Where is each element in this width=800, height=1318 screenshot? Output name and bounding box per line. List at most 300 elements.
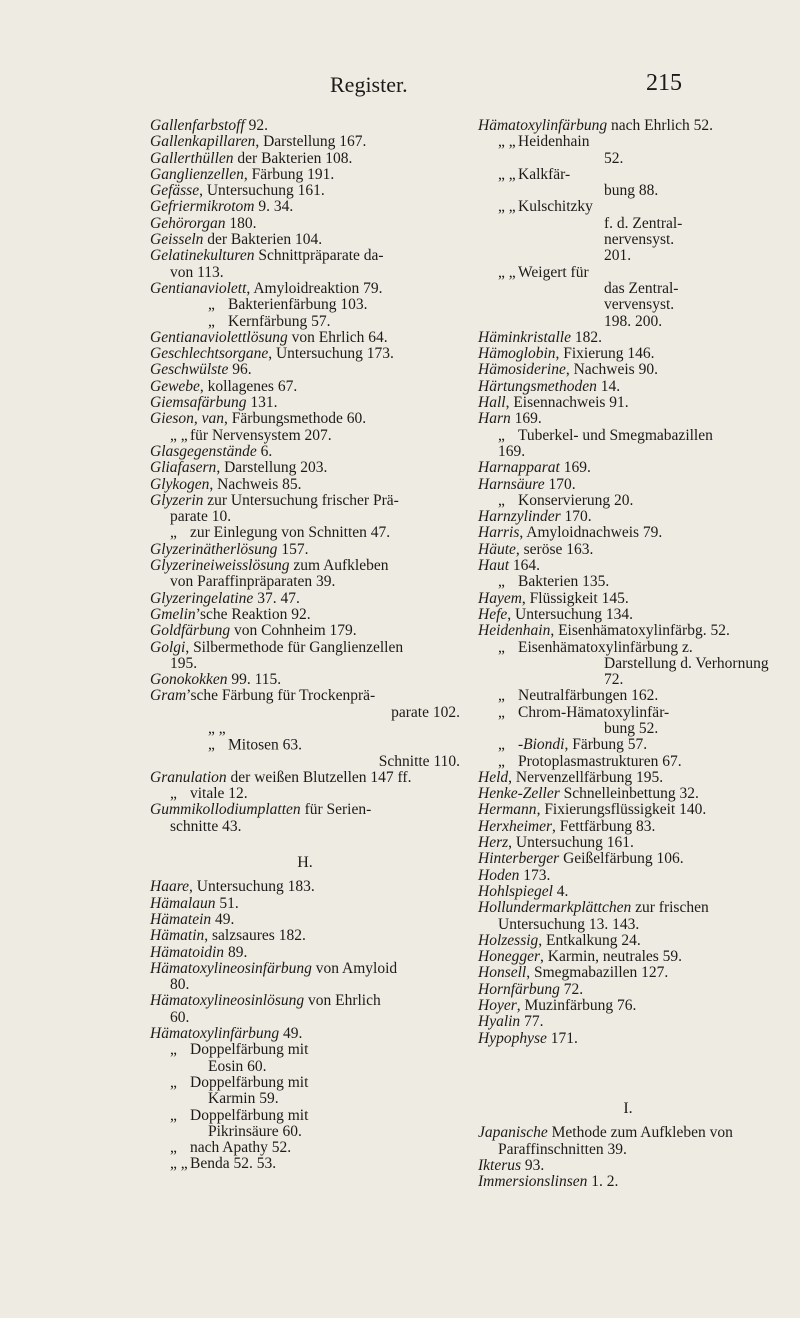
index-locator: , Eisennachweis 91. <box>505 394 629 412</box>
ditto-mark: „ <box>208 296 215 314</box>
index-lemma: Hollundermarkplättchen <box>478 899 632 917</box>
index-entry <box>150 477 460 493</box>
index-entry <box>150 232 460 248</box>
ditto-mark: „ <box>170 785 177 803</box>
index-locator: 170. <box>560 508 592 526</box>
index-locator: Doppelfärbung mit <box>190 1041 309 1059</box>
index-group-h <box>150 879 460 1172</box>
index-entry <box>150 786 460 802</box>
index-lemma: Immersionslinsen <box>478 1173 588 1191</box>
index-lemma: Haare <box>150 878 190 896</box>
index-lemma: Hypophyse <box>478 1029 547 1047</box>
index-lemma: Gefriermikrotom <box>150 198 255 216</box>
index-lemma: Glykogen <box>150 475 210 493</box>
index-entry <box>478 346 778 362</box>
index-lemma: Hämatoxylineosinlösung <box>150 992 305 1010</box>
index-locator: zur Einlegung von Schnitten 47. <box>190 524 391 542</box>
index-entry <box>150 167 460 183</box>
ditto-mark: „ <box>498 703 505 721</box>
index-entry <box>150 688 460 704</box>
index-lemma: Harn <box>478 410 511 428</box>
index-lemma: Härtungsmethoden <box>478 377 597 395</box>
index-entry <box>150 346 460 362</box>
index-locator: , Untersuchung 173. <box>268 345 394 363</box>
index-entry-continuation: Paraffinschnitten 39. <box>498 1140 627 1158</box>
index-locator: Doppelfärbung mit <box>190 1106 309 1124</box>
index-entry <box>478 786 778 802</box>
ditto-mark: „ <box>498 687 505 705</box>
page-number: 215 <box>646 70 682 96</box>
ditto-mark: „ <box>170 1139 177 1157</box>
index-lemma: Harris <box>478 524 520 542</box>
running-head: Register. <box>330 72 408 97</box>
index-lemma: Gieson, van <box>150 410 225 428</box>
index-locator: , Smegmabazillen 127. <box>526 964 669 982</box>
index-entry <box>150 493 460 509</box>
index-locator: , Untersuchung 161. <box>508 834 634 852</box>
index-entry <box>150 1026 460 1042</box>
index-entry-continuation: 80. <box>170 976 190 994</box>
index-locator: , Fixierung 146. <box>555 345 655 363</box>
ditto-mark: „ <box>498 736 505 754</box>
index-entry <box>478 118 778 134</box>
index-entry <box>478 411 778 427</box>
index-entry <box>150 1075 460 1091</box>
index-column-right <box>478 118 778 1190</box>
index-lemma: Gentianaviolett <box>150 279 247 297</box>
index-locator: Mitosen 63. <box>228 736 303 754</box>
index-entry <box>478 770 778 786</box>
index-locator: Weigert für <box>518 263 589 281</box>
index-locator: der weißen Blutzellen 147 ff. <box>226 768 412 786</box>
index-lemma: Gummikollodiumplatten <box>150 801 301 819</box>
index-locator: , Muzinfärbung 76. <box>516 997 637 1015</box>
index-entry <box>478 1158 778 1174</box>
index-entry <box>478 802 778 818</box>
index-group-i <box>478 1125 778 1190</box>
index-locator: der Bakterien 108. <box>233 149 353 167</box>
index-locator: Schnelleinbettung 32. <box>559 785 699 803</box>
index-locator: , Färbungsmethode 60. <box>224 410 367 428</box>
index-lemma: Haut <box>478 557 509 575</box>
index-locator: Doppelfärbung mit <box>190 1073 309 1091</box>
index-locator: Kalkfär- <box>518 165 571 183</box>
index-entry <box>478 1125 778 1141</box>
index-entry <box>478 574 778 590</box>
index-lemma: Gallenfarbstoff <box>150 117 245 134</box>
index-locator: 77. <box>520 1013 544 1031</box>
index-lemma: Gallerthüllen <box>150 149 234 167</box>
index-lemma: Glyzerineiweisslösung <box>150 557 290 575</box>
index-entry <box>478 199 778 215</box>
index-entry <box>478 965 778 981</box>
index-entry <box>150 134 460 150</box>
index-locator: für Nervensystem 207. <box>190 426 332 444</box>
ditto-mark: „ „ <box>170 1155 188 1173</box>
index-locator: Schnittpräparate da- <box>254 247 384 265</box>
index-locator: , Fettfärbung 83. <box>552 817 656 835</box>
index-lemma: Herz <box>478 834 509 852</box>
index-lemma: Harnzylinder <box>478 508 561 526</box>
index-entry <box>150 912 460 928</box>
index-entry <box>150 542 460 558</box>
index-entry <box>478 851 778 867</box>
index-locator: zum Aufkleben <box>289 557 389 575</box>
ditto-mark: „ <box>170 524 177 542</box>
index-locator: zur frischen <box>631 899 709 917</box>
index-entry <box>478 558 778 574</box>
index-entry <box>478 460 778 476</box>
index-locator: nach Ehrlich 52. <box>607 117 714 134</box>
index-entry-continuation: 195. <box>170 654 198 672</box>
index-entry <box>150 248 460 264</box>
index-entry <box>478 591 778 607</box>
index-entry <box>150 1042 460 1058</box>
index-entry <box>478 754 778 770</box>
index-locator: 157. <box>277 540 309 558</box>
ditto-mark: „ <box>498 426 505 444</box>
index-entry <box>478 949 778 965</box>
index-entry <box>150 961 460 977</box>
index-entry-continuation: Pikrinsäure 60. <box>208 1122 302 1140</box>
ditto-mark: „ „ „ <box>208 719 226 754</box>
index-locator: 4. <box>552 882 569 900</box>
index-locator: Bakterien 135. <box>518 573 610 591</box>
index-locator: 9. 34. <box>254 198 294 216</box>
index-entry-continuation: das Zentral- <box>604 279 679 297</box>
index-entry-continuation: Karmin 59. <box>208 1090 279 1108</box>
index-entry <box>478 1014 778 1030</box>
index-locator: Chrom-Hämatoxylinfär- <box>518 703 670 721</box>
index-locator: , Flüssigkeit 145. <box>521 589 629 607</box>
index-lemma: Hoden <box>478 866 520 884</box>
index-entry-continuation: parate 10. <box>170 508 232 526</box>
index-lemma: Gefässe <box>150 182 200 200</box>
index-entry-continuation: vervensyst. <box>604 296 675 314</box>
index-entry-continuation: Darstellung d. Verhornung <box>604 654 769 672</box>
index-entry <box>150 199 460 215</box>
index-locator: , Karmin, neutrales 59. <box>540 948 683 966</box>
index-group-h-continued <box>478 118 778 1047</box>
page-header <box>0 72 800 102</box>
index-entry <box>150 721 460 754</box>
index-entry <box>478 362 778 378</box>
index-locator: , Amyloidnachweis 79. <box>519 524 663 542</box>
index-locator: 173. <box>519 866 551 884</box>
index-locator: , kollagenes 67. <box>199 377 298 395</box>
index-entry <box>478 737 778 753</box>
index-locator: , Nachweis 90. <box>565 361 658 379</box>
index-entry <box>478 395 778 411</box>
index-entry <box>478 607 778 623</box>
index-locator: Tuberkel- und Smegmabazillen <box>518 426 713 444</box>
index-locator: 14. <box>596 377 621 395</box>
index-locator: zur Untersuchung frischer Prä- <box>203 491 399 509</box>
index-locator: 170. <box>544 475 576 493</box>
index-entry <box>150 379 460 395</box>
index-entry <box>150 607 460 623</box>
index-entry <box>150 1108 460 1124</box>
index-locator: , Darstellung 167. <box>255 133 367 151</box>
index-locator: , Entkalkung 24. <box>538 931 641 949</box>
index-lemma: Geisseln <box>150 231 204 249</box>
index-lemma: Gram <box>150 687 187 705</box>
index-lemma: Ikterus <box>478 1156 522 1174</box>
index-locator: , Eisenhämatoxylinfärbg. 52. <box>550 622 730 640</box>
index-entry-continuation: 198. 200. <box>604 312 663 330</box>
index-locator: Bakterienfärbung 103. <box>228 296 368 314</box>
index-locator: von Ehrlich <box>304 992 381 1010</box>
index-lemma: Hinterberger <box>478 850 560 868</box>
index-entry <box>150 945 460 961</box>
index-locator: Kulschitzky <box>518 198 593 216</box>
index-lemma: Giemsafärbung <box>150 394 247 412</box>
index-entry-continuation: Eosin 60. <box>208 1057 267 1075</box>
index-locator: 92. <box>244 117 268 134</box>
index-locator: 131. <box>246 394 278 412</box>
index-entry <box>150 640 460 656</box>
index-locator: für Serien- <box>300 801 372 819</box>
index-entry <box>478 819 778 835</box>
section-letter-h: H. <box>297 854 313 872</box>
index-entry-continuation: von 113. <box>170 263 224 281</box>
index-entry <box>478 900 778 916</box>
index-entry <box>150 444 460 460</box>
index-entry-continuation: 201. <box>604 247 632 265</box>
index-lemma: Hämatin <box>150 927 205 945</box>
index-entry-continuation: parate 102. <box>391 703 460 721</box>
index-entry <box>150 928 460 944</box>
ditto-mark: „ <box>498 491 505 509</box>
index-entry-continuation: 72. <box>604 671 624 689</box>
index-locator: , Nachweis 85. <box>209 475 302 493</box>
index-lemma: Hämalaun <box>150 894 216 912</box>
index-locator: von Cohnheim 179. <box>230 622 357 640</box>
ditto-mark: „ „ <box>498 133 516 151</box>
index-entry <box>478 884 778 900</box>
index-locator: 169. <box>559 459 591 477</box>
index-lemma: Goldfärbung <box>150 622 231 640</box>
index-entry <box>150 411 460 427</box>
index-entry <box>478 428 778 444</box>
index-lemma: Gonokokken <box>150 671 228 689</box>
index-lemma: Hämatoxylinfärbung <box>478 117 608 134</box>
index-locator: nach Apathy 52. <box>190 1139 292 1157</box>
index-entry <box>150 151 460 167</box>
index-lemma: Ganglienzellen <box>150 165 244 183</box>
index-entry <box>478 1174 778 1190</box>
index-lemma: Hämosiderine <box>478 361 566 379</box>
index-entry <box>150 1156 460 1172</box>
index-lemma: Häute <box>478 540 516 558</box>
index-column-left <box>150 118 460 1173</box>
index-lemma: Hämatein <box>150 910 212 928</box>
index-locator: Benda 52. 53. <box>190 1155 277 1173</box>
index-entry <box>150 460 460 476</box>
ditto-mark: „ <box>170 1106 177 1124</box>
ditto-mark: „ „ <box>170 426 188 444</box>
index-entry <box>150 623 460 639</box>
index-entry-continuation: bung 52. <box>604 719 659 737</box>
index-locator: , Untersuchung 161. <box>199 182 325 200</box>
index-entry <box>150 802 460 818</box>
index-entry <box>478 998 778 1014</box>
index-lemma: Granulation <box>150 768 227 786</box>
index-entry <box>478 688 778 704</box>
index-entry <box>478 933 778 949</box>
index-lemma: Held <box>478 768 509 786</box>
index-lemma: Gelatinekulturen <box>150 247 255 265</box>
index-locator: 164. <box>509 557 540 575</box>
index-locator: , Amyloidreaktion 79. <box>246 279 383 297</box>
index-lemma: Gewebe <box>150 377 200 395</box>
index-locator: 6. <box>256 442 273 460</box>
index-entry-continuation: bung 88. <box>604 182 659 200</box>
index-entry <box>150 896 460 912</box>
ditto-mark: „ <box>170 1041 177 1059</box>
index-lemma: Japanische <box>478 1124 548 1142</box>
index-entry <box>150 558 460 574</box>
index-lemma: Hämoglobin <box>478 345 556 363</box>
index-locator: 51. <box>215 894 239 912</box>
index-locator: 169. <box>510 410 542 428</box>
index-entry <box>150 330 460 346</box>
index-lemma: Hohlspiegel <box>478 882 553 900</box>
index-entry <box>150 525 460 541</box>
section-letter-i: I. <box>623 1099 633 1117</box>
index-locator: 89. <box>224 943 248 961</box>
index-lemma: Golgi <box>150 638 186 656</box>
index-entry <box>478 640 778 656</box>
index-entry <box>150 281 460 297</box>
index-locator: vitale 12. <box>190 785 248 803</box>
index-entry <box>150 879 460 895</box>
index-locator: , Untersuchung 183. <box>189 878 315 896</box>
index-entry <box>478 835 778 851</box>
index-group-g <box>150 118 460 835</box>
index-lemma: Gliafasern <box>150 459 217 477</box>
index-entry <box>478 1031 778 1047</box>
index-lemma: Gmelin <box>150 605 196 623</box>
index-entry <box>150 216 460 232</box>
index-entry <box>150 1140 460 1156</box>
index-entry-continuation: Schnitte 110. <box>378 752 460 770</box>
index-locator: Konservierung 20. <box>518 491 634 509</box>
index-locator: , Färbung 57. <box>564 736 648 754</box>
index-locator: Kernfärbung 57. <box>228 312 331 330</box>
ditto-mark: „ <box>498 752 505 770</box>
index-entry <box>478 542 778 558</box>
index-entry-continuation: f. d. Zentral- <box>604 214 683 232</box>
index-entry <box>150 118 460 134</box>
index-entry <box>478 868 778 884</box>
index-entry-continuation: 60. <box>170 1008 190 1026</box>
index-locator: 37. 47. <box>253 589 300 607</box>
index-entry <box>150 297 460 313</box>
index-locator: 171. <box>546 1029 578 1047</box>
index-locator: 49. <box>279 1025 303 1043</box>
index-locator: Neutralfärbungen 162. <box>518 687 659 705</box>
index-locator: 96. <box>228 361 252 379</box>
index-lemma: Harnapparat <box>478 459 560 477</box>
index-entry <box>150 672 460 688</box>
index-entry <box>150 395 460 411</box>
index-entry <box>478 982 778 998</box>
index-lemma: Glyzerinätherlösung <box>150 540 278 558</box>
index-lemma: Hämatoxylineosinfärbung <box>150 959 312 977</box>
ditto-mark: „ <box>208 312 215 330</box>
index-locator: Methode zum Aufkleben von <box>547 1124 733 1142</box>
index-lemma: -Biondi <box>518 736 565 754</box>
index-entry <box>150 591 460 607</box>
index-lemma: Geschlechtsorgane <box>150 345 269 363</box>
index-locator: Eisenhämatoxylinfärbung z. <box>518 638 693 656</box>
index-lemma: Glasgegenstände <box>150 442 257 460</box>
index-lemma: Hornfärbung <box>478 980 560 998</box>
index-lemma: Honsell <box>478 964 527 982</box>
index-lemma: Gehörorgan <box>150 214 226 232</box>
index-lemma: Honegger <box>478 948 540 966</box>
index-locator: Geißelfärbung 106. <box>559 850 684 868</box>
index-entry <box>478 509 778 525</box>
index-locator: 49. <box>211 910 235 928</box>
index-locator: , Darstellung 203. <box>216 459 328 477</box>
index-entry-continuation: 169. <box>498 442 526 460</box>
index-entry <box>478 134 778 150</box>
index-lemma: Hayem <box>478 589 522 607</box>
index-entry <box>478 477 778 493</box>
index-locator: der Bakterien 104. <box>203 231 323 249</box>
index-lemma: Häminkristalle <box>478 328 571 346</box>
index-entry <box>478 525 778 541</box>
index-lemma: Harnsäure <box>478 475 545 493</box>
index-lemma: Hermann <box>478 801 537 819</box>
index-locator: , Färbung 191. <box>243 165 335 183</box>
index-locator: , salzsaures 182. <box>204 927 306 945</box>
index-lemma: Hoyer <box>478 997 517 1015</box>
index-entry <box>150 183 460 199</box>
index-entry-continuation: von Paraffinpräparaten 39. <box>170 573 336 591</box>
index-entry-continuation: schnitte 43. <box>170 817 242 835</box>
index-entry <box>150 993 460 1009</box>
index-locator: Heidenhain <box>518 133 590 151</box>
index-lemma: Glyzeringelatine <box>150 589 254 607</box>
index-entry <box>478 493 778 509</box>
index-lemma: Hämatoidin <box>150 943 225 961</box>
index-entry <box>478 379 778 395</box>
index-locator: , Silbermethode für Ganglienzellen <box>185 638 404 656</box>
index-entry <box>478 705 778 721</box>
index-locator: 93. <box>521 1156 545 1174</box>
index-lemma: Hämatoxylinfärbung <box>150 1025 280 1043</box>
index-lemma: Herxheimer <box>478 817 553 835</box>
ditto-mark: „ „ <box>498 263 516 281</box>
index-locator: , Nervenzellfärbung 195. <box>508 768 664 786</box>
ditto-mark: „ <box>170 1073 177 1091</box>
index-locator: ’sche Reaktion 92. <box>195 605 311 623</box>
index-lemma: Henke-Zeller <box>478 785 560 803</box>
index-lemma: Holzessig <box>478 931 539 949</box>
ditto-mark: „ <box>498 638 505 656</box>
index-locator: Protoplasmastrukturen 67. <box>518 752 682 770</box>
index-locator: 180. <box>225 214 257 232</box>
index-lemma: Heidenhain <box>478 622 551 640</box>
index-lemma: Hall <box>478 394 506 412</box>
index-locator: , Fixierungsflüssigkeit 140. <box>536 801 707 819</box>
index-locator: 1. 2. <box>587 1173 619 1191</box>
index-locator: 99. 115. <box>227 671 282 689</box>
index-lemma: Hyalin <box>478 1013 521 1031</box>
